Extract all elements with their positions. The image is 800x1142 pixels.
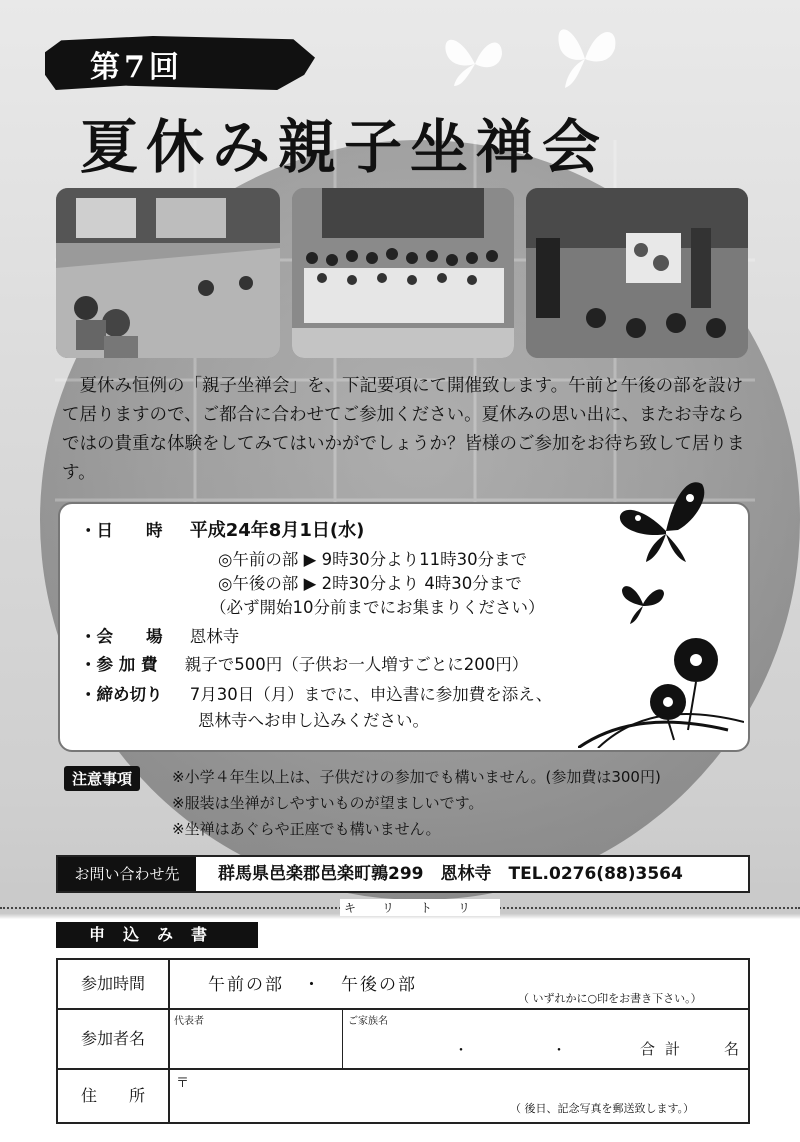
notice-item: ※小学４年生以上は、子供だけの参加でも構いません。(参加費は300円) — [172, 768, 661, 786]
event-details-box — [58, 502, 750, 752]
photo-group — [292, 188, 514, 358]
intro-text: 夏休み恒例の「親子坐禅会」を、下記要項にて開催致します。午前と午後の部を設けて居りますので、ご都合に合わせてご参加ください。夏休みの思い出に、またお寺ならではの貴重な体験をしてみてはいかがでしょうか？皆様のご参加をお待ち致して居ります。 — [62, 376, 745, 483]
postal-mark: 〒 — [176, 1076, 190, 1091]
total-unit: 名 — [724, 1040, 740, 1058]
time-label: 参加時間 — [58, 960, 170, 1008]
fee-label: ・参 加 費 — [80, 655, 158, 674]
butterfly-icon — [440, 24, 510, 94]
deadline-line1: 7月30日（月）までに、申込書に参加費を添え、 — [189, 685, 553, 704]
butterfly-icon — [616, 476, 712, 566]
address-label: 住 所 — [58, 1070, 170, 1122]
address-note: （ 後日、記念写真を郵送致します。） — [510, 1102, 695, 1115]
contact-info: 群馬県邑楽郡邑楽町鶉299 恩林寺 TEL.0276(88)3564 — [218, 864, 683, 884]
flower-decoration — [578, 630, 744, 748]
afternoon-session: ◎午後の部 ▶ 2時30分より 4時30分まで — [218, 574, 522, 593]
form-title: 申込み書 — [56, 922, 258, 948]
contact-bar — [56, 855, 750, 893]
date-label: ・日 時 — [80, 521, 163, 540]
venue-value: 恩林寺 — [189, 627, 240, 646]
edition-badge: 第7回 — [90, 50, 183, 85]
deadline-row — [80, 684, 552, 706]
time-note: （ いずれかに○印をお書き下さい。） — [518, 992, 702, 1005]
photo-hall — [56, 188, 280, 358]
fee-row — [80, 654, 528, 676]
venue-row — [80, 626, 239, 648]
family-label: ご家族名 — [348, 1016, 388, 1027]
time-options[interactable]: 午前の部 ・ 午後の部 — [208, 975, 417, 995]
morning-session: ◎午前の部 ▶ 9時30分より11時30分まで — [218, 550, 528, 569]
total-label: 合計 — [640, 1040, 691, 1058]
separator-dots: ・ ・ — [454, 1043, 566, 1059]
family-name-field[interactable] — [344, 1010, 744, 1068]
notice-item: ※坐禅はあぐらや正座でも構いません。 — [172, 820, 441, 838]
contact-label: お問い合わせ先 — [58, 857, 196, 891]
photo-talk — [526, 188, 748, 358]
page-title: 夏休み親子坐禅会 — [80, 113, 609, 181]
rep-name-field[interactable] — [170, 1010, 343, 1068]
fee-value: 親子で500円（子供お一人増すごとに200円） — [184, 655, 529, 674]
butterfly-icon — [618, 576, 668, 628]
venue-label: ・会 場 — [80, 627, 163, 646]
gather-note: （必ず開始10分前までにお集まりください） — [210, 598, 545, 617]
notice-item: ※服装は坐禅がしやすいものが望ましいです。 — [172, 794, 484, 812]
notice-label: 注意事項 — [64, 766, 140, 791]
cut-here-text: キリトリ — [340, 899, 500, 916]
date-row — [80, 520, 364, 542]
deadline-label: ・締め切り — [80, 685, 163, 704]
deadline-line2: 恩林寺へお申し込みください。 — [198, 711, 429, 730]
participants-label: 参加者名 — [58, 1010, 170, 1068]
address-field[interactable] — [170, 1070, 746, 1122]
rep-label: 代表者 — [174, 1016, 204, 1027]
application-form — [56, 958, 750, 1124]
butterfly-icon — [545, 14, 625, 94]
date-value: 平成24年8月1日(水) — [189, 520, 365, 541]
